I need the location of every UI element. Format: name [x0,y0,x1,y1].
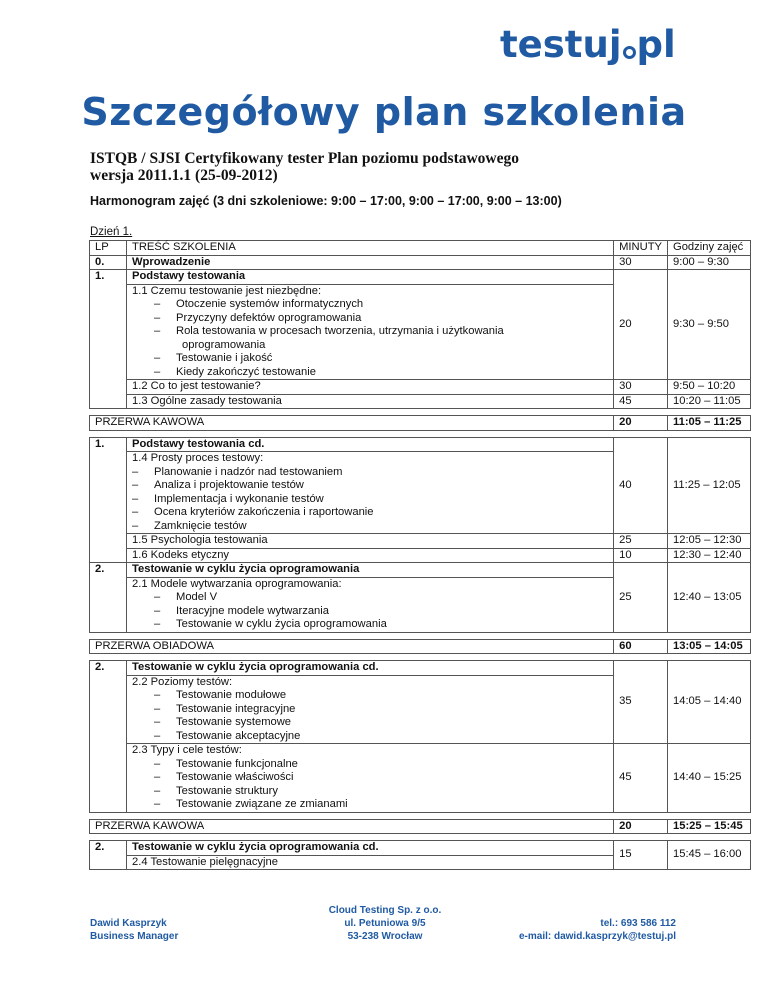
table-row: 1. Podstawy testowania 20 9:30 – 9:50 [90,270,751,285]
table-row: 2. Testowanie w cyklu życia oprogramowania cd. 35 14:05 – 14:40 [90,661,751,676]
footer-phone-email: tel.: 693 586 112 e-mail: dawid.kasprzyk@testuj.pl [518,918,676,942]
table-row: 1. Podstawy testowania cd. 40 11:25 – 12:05 [90,437,751,452]
course-subtitle: ISTQB / SJSI Certyfikowany tester Plan poziomu podstawowego wersja 2011.1.1 (25-09-2012) [90,150,520,184]
table-row: 2.1 Modele wytwarzania oprogramowania: – Model V – Iteracyjne modele wytwarzania – Testowanie w cyklu życia oprogramowania [90,577,751,632]
table-row: 2.4 Testowanie pielęgnacyjne [90,855,751,870]
table-row: 1.1 Czemu testowanie jest niezbędne: – Otoczenie systemów informatycznych – Przyczyny defektów oprogramowania – Rola testowania w procesach tworzenia, utrzymania i użytkowania oprogramowania – Testowanie i jakość – Kiedy zakończyć testowanie [90,284,751,380]
table-row: 1.6 Kodeks etyczny 10 12:30 – 12:40 [90,548,751,563]
table-row: 1.5 Psychologia testowania 25 12:05 – 12:30 [90,534,751,549]
logo-ring-icon [623,46,636,59]
table-row: 2. Testowanie w cyklu życia oprogramowania 25 12:40 – 13:05 [90,563,751,578]
footer-contact-person: Dawid Kasprzyk Business Manager [90,918,179,942]
footer-company: Cloud Testing Sp. z o.o. ul. Petuniowa 9/5 53-238 Wrocław [328,905,442,942]
day-label: Dzień 1. [90,226,133,238]
page-title: Szczegółowy plan szkolenia [81,90,687,134]
testuj-logo: testuj pl [500,23,676,66]
table-row: 1.3 Ogólne zasady testowania 45 10:20 – 11:05 [90,394,751,409]
table-header: LP TREŚĆ SZKOLENIA MINUTY Godziny zajęć [90,241,751,256]
table-row: 2.2 Poziomy testów: – Testowanie modułowe – Testowanie integracyjne – Testowanie systemowe – Testowanie akceptacyjne [90,675,751,744]
table-row: 1.2 Co to jest testowanie? 30 9:50 – 10:20 [90,380,751,395]
table-row: 2.3 Typy i cele testów: – Testowanie funkcjonalne – Testowanie właściwości – Testowanie struktury – Testowanie związane ze zmianami 45 14:40 – 15:25 [90,744,751,813]
coffee-break-row: PRZERWA KAWOWA 20 11:05 – 11:25 [90,416,751,431]
coffee-break-row: PRZERWA KAWOWA 20 15:25 – 15:45 [90,819,751,834]
table-row: 1.4 Prosty proces testowy: – Planowanie i nadzór nad testowaniem – Analiza i projektowanie testów – Implementacja i wykonanie testów – Ocena kryteriów zakończenia i raportowanie – Zamknięcie testów [90,452,751,534]
lunch-break-row: PRZERWA OBIADOWA 60 13:05 – 14:05 [90,639,751,654]
table-row: 0. Wprowadzenie 30 9:00 – 9:30 [90,255,751,270]
schedule-summary: Harmonogram zajęć (3 dni szkoleniowe: 9:00 – 17:00, 9:00 – 17:00, 9:00 – 13:00) [90,194,562,208]
training-plan-table [89,240,751,870]
table-row: 2. Testowanie w cyklu życia oprogramowania cd. 15 15:45 – 16:00 [90,841,751,856]
